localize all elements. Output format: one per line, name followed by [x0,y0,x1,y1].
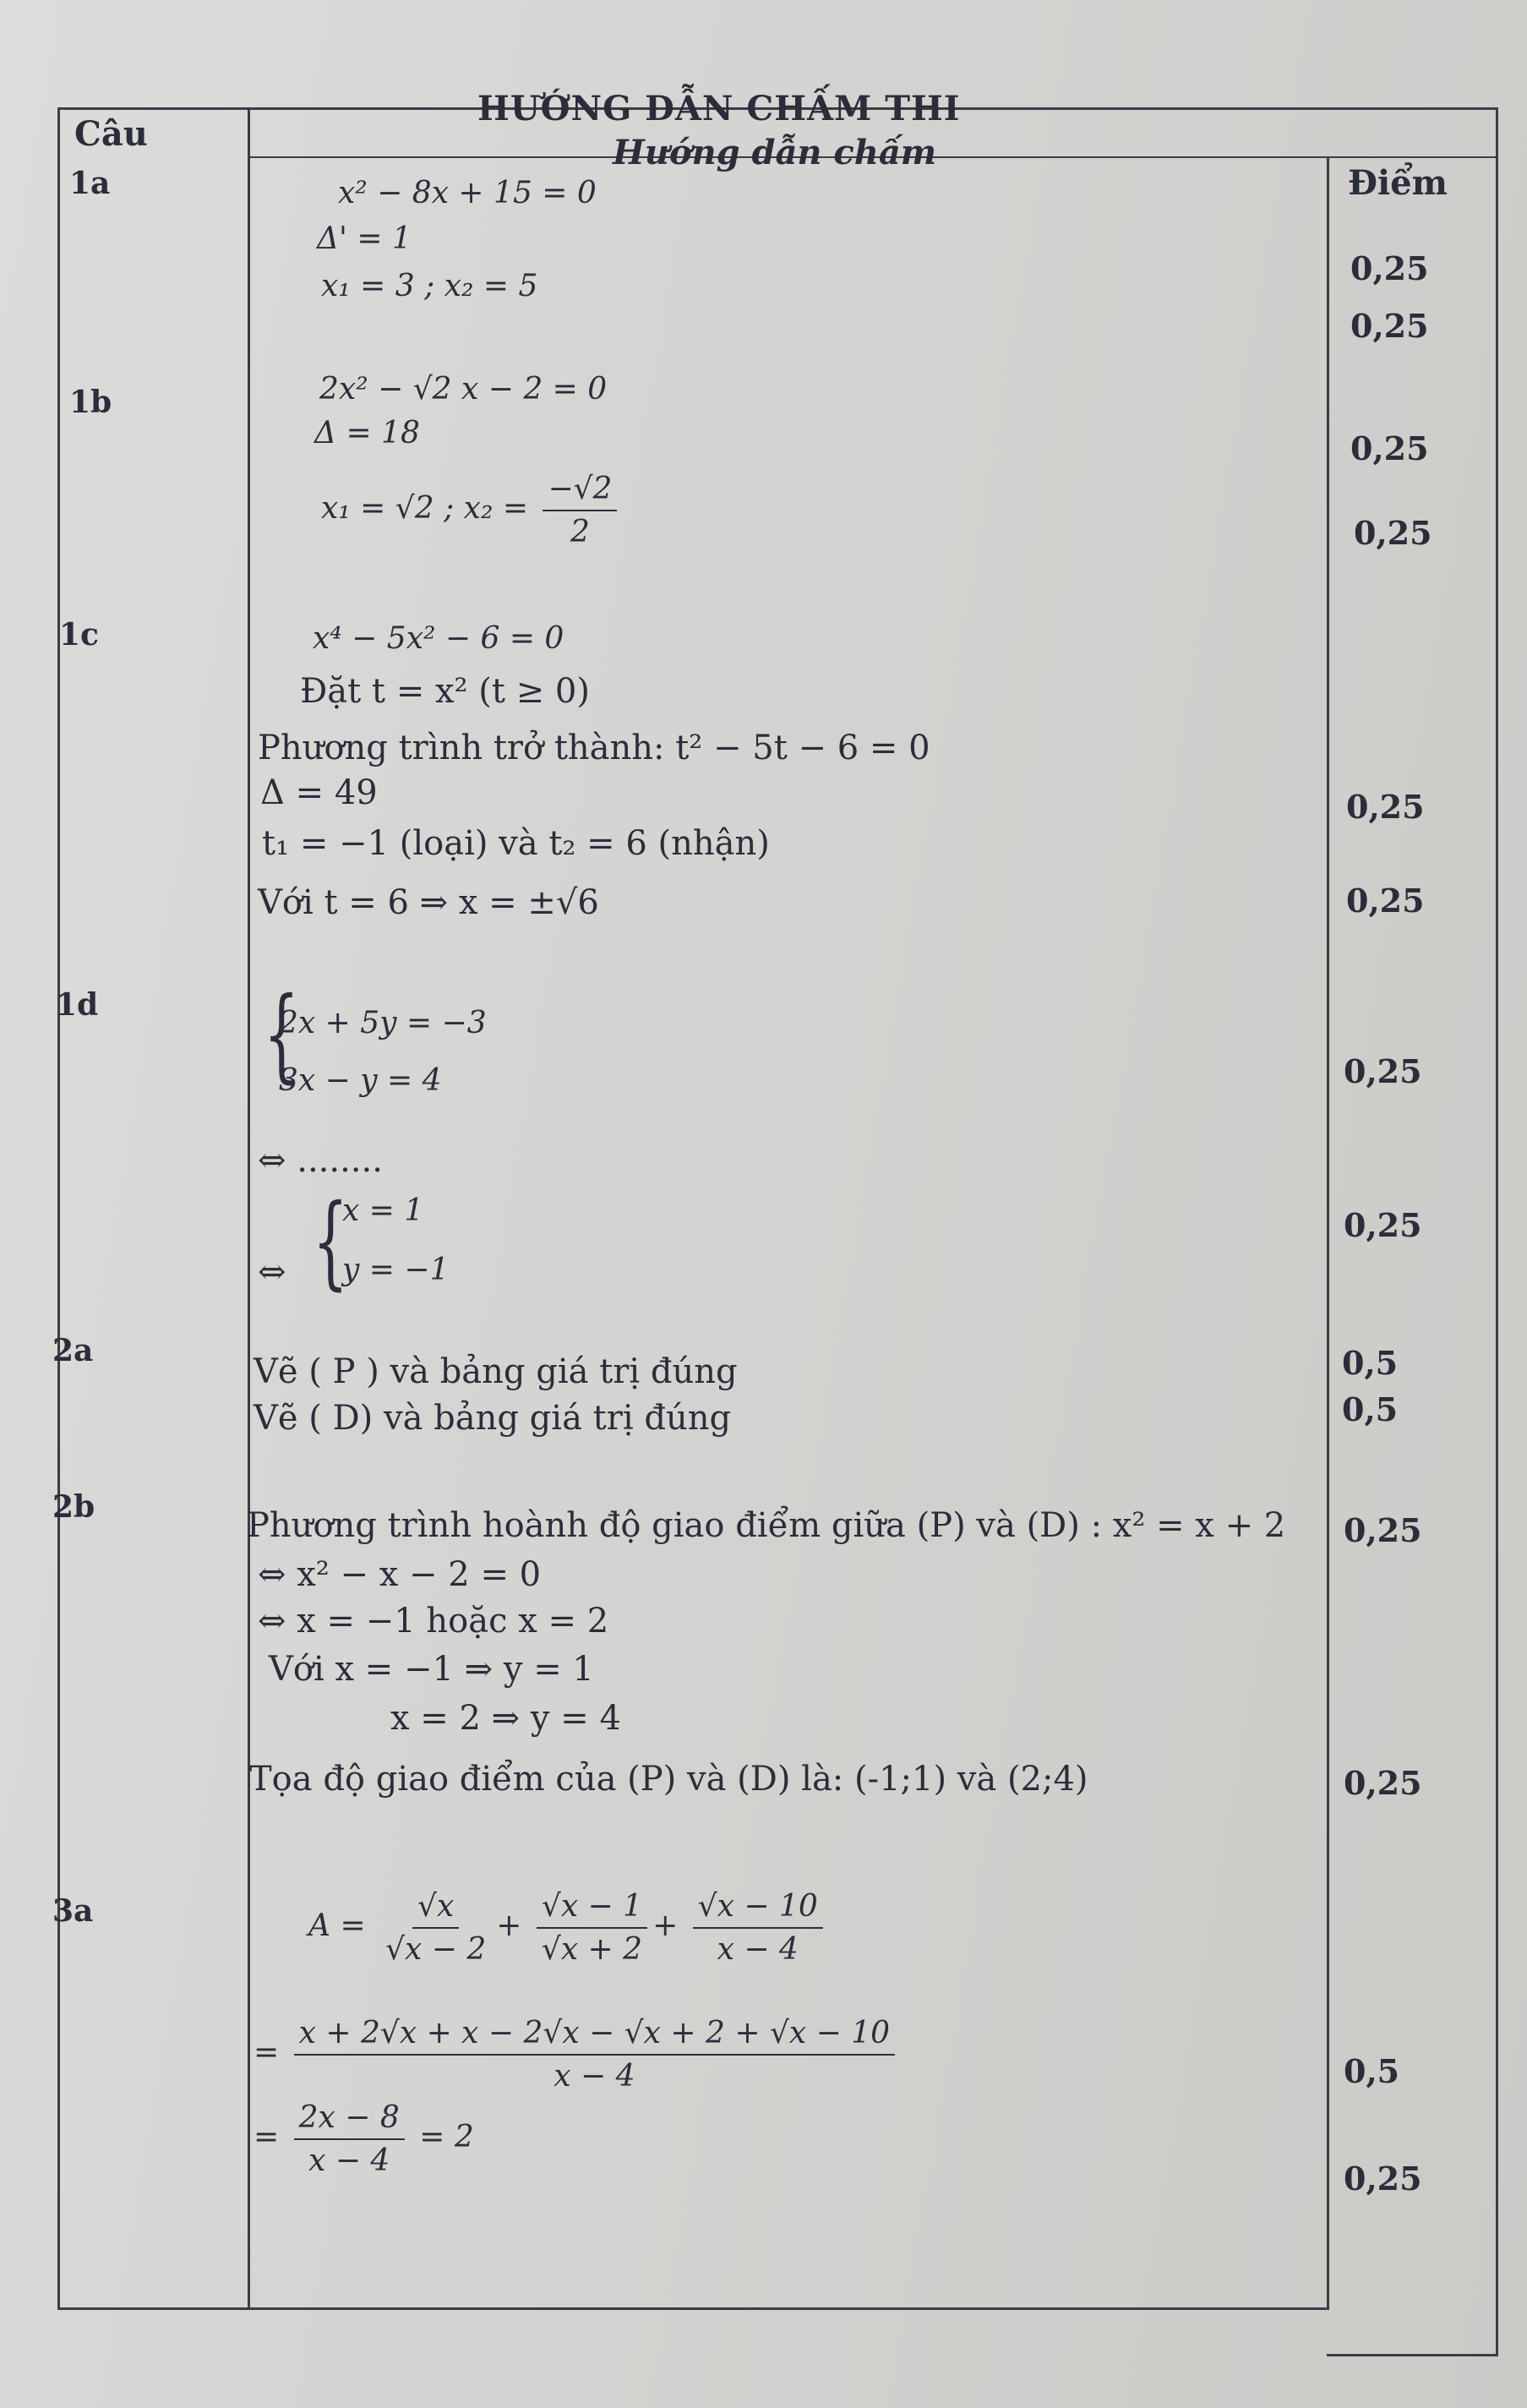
points-2b-1: 0,25 [1344,1511,1422,1549]
cau-column-divider [248,107,250,2309]
eq-1d-6: y = −1 [342,1253,450,1287]
eq-1b-2: Δ = 18 [314,416,420,450]
diem-column-divider [1327,156,1329,2307]
question-2a: 2a [52,1333,94,1368]
question-1d: 1d [56,987,99,1023]
points-2b-2: 0,25 [1344,1764,1422,1802]
fraction-3a-big [294,2016,895,2094]
fraction-3a-2-den: √x + 2 [541,1932,643,1967]
diem-bottom-border [1327,2354,1498,2356]
eq-1a-1: x² − 8x + 15 = 0 [338,176,597,210]
points-1b-2: 0,25 [1354,514,1432,552]
header-diem: Điểm [1348,163,1448,203]
eq-2b-2: ⇔ x² − x − 2 = 0 [258,1555,542,1594]
eq-1c-4: Δ = 49 [260,773,378,812]
eq-2a-2: Vẽ ( D) và bảng giá trị đúng [254,1399,732,1438]
eq-1a-3: x₁ = 3 ; x₂ = 5 [321,269,538,303]
eq-2b-6: Tọa độ giao điểm của (P) và (D) là: (-1;1) và (2;4) [249,1760,1088,1799]
eq-1b-3 [321,472,622,549]
eq-2b-4: Với x = −1 ⇒ y = 1 [269,1650,594,1689]
eq-1d-3: ⇔ ........ [258,1141,383,1180]
eq-2b-1: Phương trình hoành độ giao điểm giữa (P) và (D) : x² = x + 2 [247,1506,1286,1545]
eq-3a-3-result: = 2 [419,2120,474,2154]
eq-3a-2-eq: = [254,2035,280,2070]
points-3a-2: 0,25 [1344,2160,1422,2198]
eq-3a-2 [254,2016,900,2094]
fraction-3a-1-den: √x − 2 [385,1932,487,1967]
eq-1a-2: Δ' = 1 [317,221,412,256]
eq-3a-3 [254,2100,474,2178]
points-3a-1: 0,5 [1344,2052,1400,2090]
question-1c: 1c [59,617,99,653]
question-1a: 1a [69,166,111,201]
eq-1d-2: 3x − y = 4 [279,1063,442,1098]
fraction-3a-3-num: √x − 10 [693,1889,823,1929]
fraction-3a-big-den: x − 4 [554,2059,635,2094]
fraction-3a-small-num: 2x − 8 [294,2100,405,2140]
fraction-3a-big-num: x + 2√x + x − 2√x − √x + 2 + √x − 10 [294,2016,895,2056]
header-huong-dan: Hướng dẫn chấm [613,133,937,172]
fraction-3a-1-num: √x [412,1889,459,1929]
points-1c-2: 0,25 [1346,882,1425,920]
eq-1d-1: 2x + 5y = −3 [279,1006,487,1040]
fraction-1b [543,472,617,549]
points-1d-2: 0,25 [1344,1206,1422,1244]
points-1a-2: 0,25 [1350,307,1429,345]
header-cau: Câu [74,114,148,154]
eq-1d-5: x = 1 [342,1193,424,1228]
points-2a-1: 0,5 [1342,1344,1399,1382]
system-brace-2: { [313,1183,348,1301]
eq-1c-1: x⁴ − 5x² − 6 = 0 [313,621,564,656]
eq-1d-4: ⇔ [258,1253,286,1291]
fraction-3a-1 [380,1889,491,1967]
eq-1c-2: Đặt t = x² (t ≥ 0) [300,672,590,711]
eq-2a-1: Vẽ ( P ) và bảng giá trị đúng [254,1352,738,1391]
eq-1b-3-lhs: x₁ = √2 ; x₂ = [321,491,528,526]
points-1a-1: 0,25 [1350,249,1429,287]
eq-1c-3: Phương trình trở thành: t² − 5t − 6 = 0 [258,729,930,767]
eq-2b-5: x = 2 ⇒ y = 4 [390,1699,621,1738]
points-1c-1: 0,25 [1346,788,1425,826]
points-1b-1: 0,25 [1350,429,1429,467]
points-1d-1: 0,25 [1344,1052,1422,1090]
eq-2b-3: ⇔ x = −1 hoặc x = 2 [258,1602,609,1641]
fraction-1b-den: 2 [570,515,590,549]
table-bottom-border [57,2307,1329,2310]
question-1b: 1b [69,385,112,420]
left-border [57,107,60,2309]
eq-3a-lhs: A = [308,1908,366,1943]
fraction-3a-small [294,2100,405,2178]
eq-1c-5: t₁ = −1 (loại) và t₂ = 6 (nhận) [262,824,770,863]
eq-3a-1: A = $\frac{√x}{√x - 2}$ + $\frac{√x - 1}{√x + 2}$ + $\frac{√x - 10}{x - 4}$ [308,1889,828,1967]
fraction-3a-2-num: √x − 1 [537,1889,647,1929]
question-3a: 3a [52,1893,94,1929]
page-title: HƯỚNG DẪN CHẤM THI [477,89,961,128]
fraction-3a-small-den: x − 4 [308,2143,390,2178]
fraction-3a-2 [537,1889,647,1967]
eq-1b-1: 2x² − √2 x − 2 = 0 [319,372,608,407]
eq-1c-6: Với t = 6 ⇒ x = ±√6 [258,883,599,922]
points-2a-2: 0,5 [1342,1390,1399,1428]
fraction-3a-3 [693,1889,823,1967]
eq-3a-3-eq: = [254,2120,280,2154]
fraction-3a-3-den: x − 4 [717,1932,799,1967]
question-2b: 2b [52,1489,95,1525]
right-border [1496,107,1498,2356]
fraction-1b-num: −√2 [543,472,617,511]
system-brace-1: { [264,976,299,1094]
